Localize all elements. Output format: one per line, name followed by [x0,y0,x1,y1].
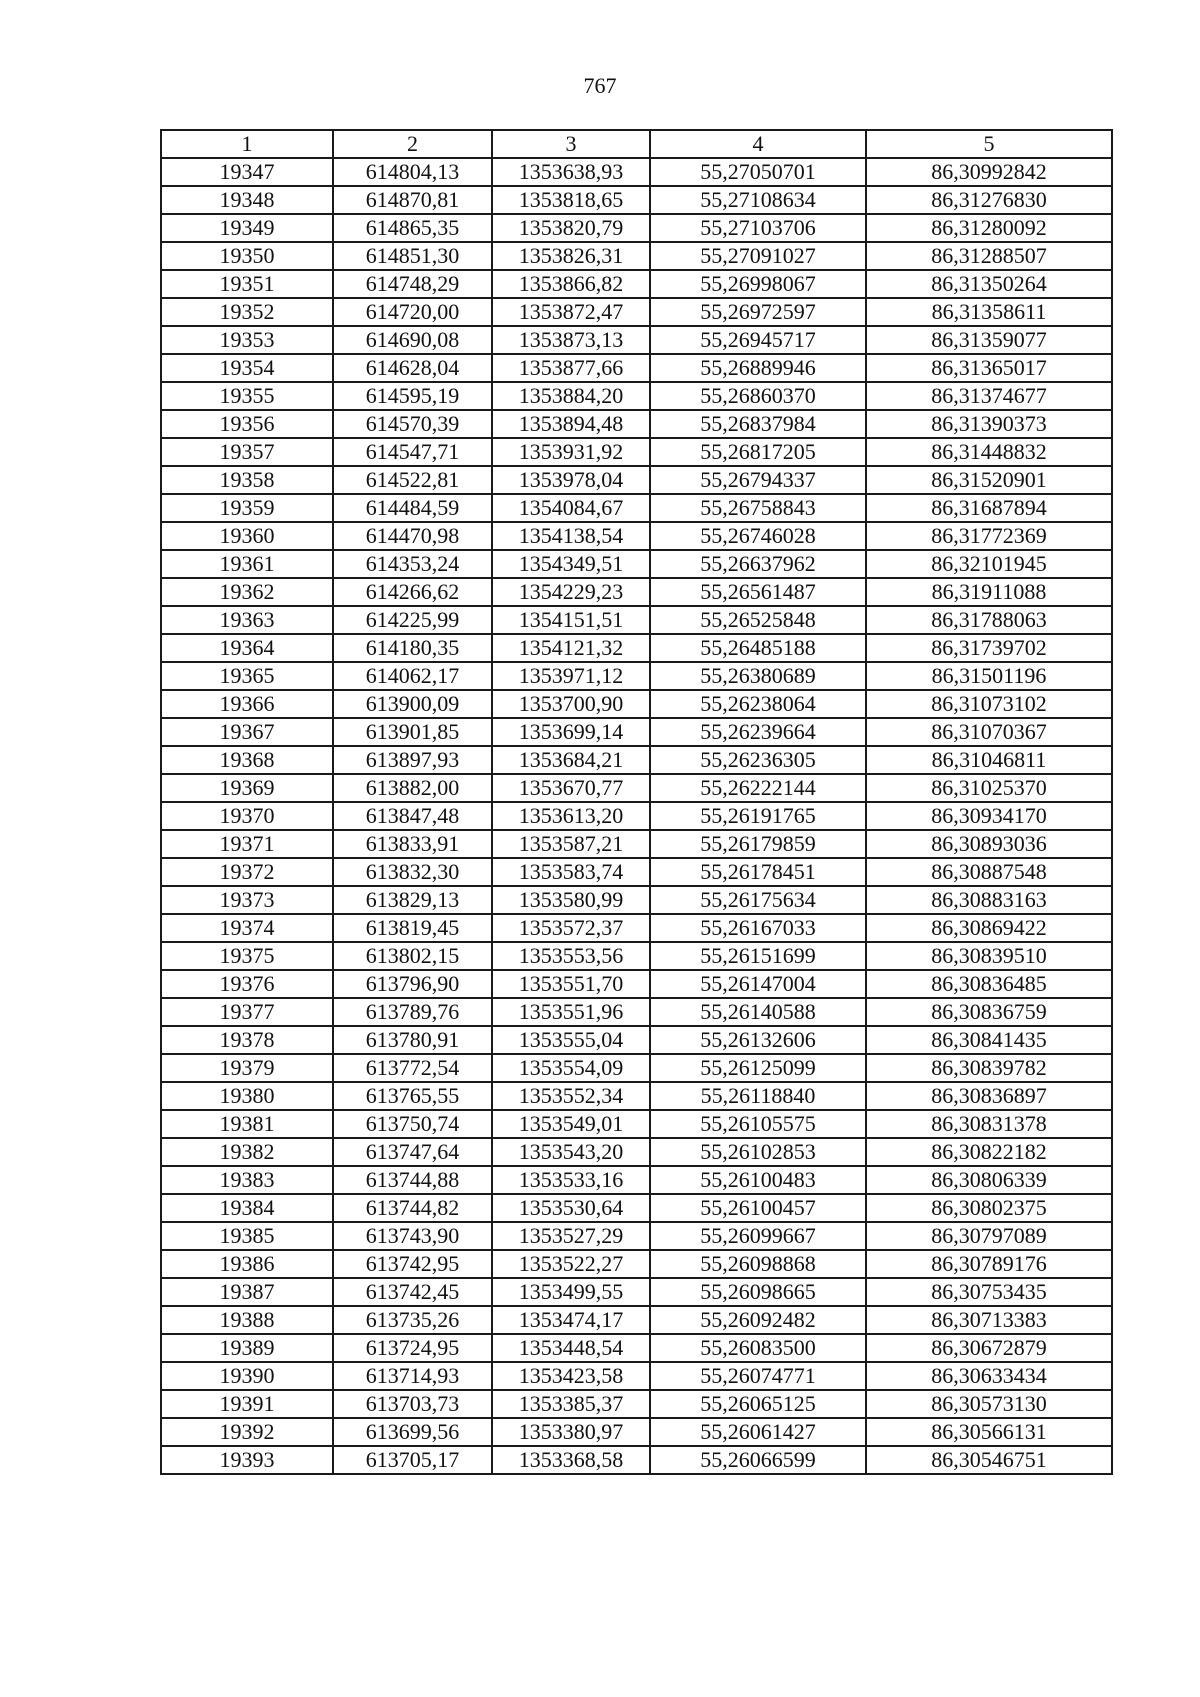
table-cell-col-4: 55,26637962 [650,550,866,578]
table-cell-col-3: 1353684,21 [492,746,650,774]
table-cell-col-1: 19366 [161,690,333,718]
table-cell-col-4: 55,26380689 [650,662,866,690]
table-cell-col-4: 55,26837984 [650,410,866,438]
table-cell-col-1: 19364 [161,634,333,662]
table-cell-col-4: 55,26099667 [650,1222,866,1250]
table-cell-col-3: 1354138,54 [492,522,650,550]
table-row [161,214,1112,242]
table-cell-col-2: 613901,85 [333,718,492,746]
table-cell-col-3: 1353543,20 [492,1138,650,1166]
table-cell-col-1: 19370 [161,802,333,830]
table-row [161,774,1112,802]
table-cell-col-2: 614470,98 [333,522,492,550]
table-cell-col-1: 19377 [161,998,333,1026]
table-cell-col-2: 613900,09 [333,690,492,718]
table-cell-col-1: 19386 [161,1250,333,1278]
table-cell-col-4: 55,26151699 [650,942,866,970]
table-cell-col-5: 86,31501196 [866,662,1112,690]
table-cell-col-1: 19371 [161,830,333,858]
table-cell-col-1: 19388 [161,1306,333,1334]
table-cell-col-5: 86,31288507 [866,242,1112,270]
table-cell-col-3: 1353613,20 [492,802,650,830]
table-cell-col-5: 86,30672879 [866,1334,1112,1362]
table-cell-col-1: 19351 [161,270,333,298]
table-cell-col-5: 86,30992842 [866,158,1112,186]
table-cell-col-1: 19390 [161,1362,333,1390]
table-row [161,1026,1112,1054]
table-cell-col-3: 1353866,82 [492,270,650,298]
table-cell-col-2: 614225,99 [333,606,492,634]
header-row [161,130,1112,158]
table-cell-col-2: 614851,30 [333,242,492,270]
table-cell-col-1: 19359 [161,494,333,522]
table-cell-col-2: 614180,35 [333,634,492,662]
table-cell-col-1: 19352 [161,298,333,326]
table-cell-col-1: 19387 [161,1278,333,1306]
table-cell-col-4: 55,26561487 [650,578,866,606]
table-cell-col-2: 613750,74 [333,1110,492,1138]
table-cell-col-4: 55,26239664 [650,718,866,746]
table-cell-col-4: 55,26092482 [650,1306,866,1334]
table-cell-col-4: 55,26147004 [650,970,866,998]
table-cell-col-3: 1353700,90 [492,690,650,718]
table-row [161,746,1112,774]
table-cell-col-3: 1354121,32 [492,634,650,662]
table-cell-col-4: 55,27108634 [650,186,866,214]
table-cell-col-3: 1353530,64 [492,1194,650,1222]
table-cell-col-4: 55,26889946 [650,354,866,382]
table-cell-col-3: 1353551,70 [492,970,650,998]
table-row [161,886,1112,914]
table-cell-col-5: 86,30797089 [866,1222,1112,1250]
table-cell-col-4: 55,26191765 [650,802,866,830]
table-row [161,942,1112,970]
table-cell-col-2: 614865,35 [333,214,492,242]
table-cell-col-1: 19360 [161,522,333,550]
table-row [161,1250,1112,1278]
table-row [161,1166,1112,1194]
table-cell-col-3: 1353820,79 [492,214,650,242]
table-cell-col-1: 19368 [161,746,333,774]
table-cell-col-3: 1353580,99 [492,886,650,914]
table-cell-col-5: 86,30887548 [866,858,1112,886]
table-cell-col-2: 613780,91 [333,1026,492,1054]
table-cell-col-4: 55,26065125 [650,1390,866,1418]
table-cell-col-5: 86,31520901 [866,466,1112,494]
table-cell-col-3: 1353554,09 [492,1054,650,1082]
table-cell-col-1: 19392 [161,1418,333,1446]
table-cell-col-5: 86,30839782 [866,1054,1112,1082]
table-cell-col-3: 1353552,34 [492,1082,650,1110]
table-row [161,914,1112,942]
coordinates-table [160,129,1113,1475]
table-cell-col-5: 86,30831378 [866,1110,1112,1138]
table-row [161,1054,1112,1082]
table-cell-col-1: 19384 [161,1194,333,1222]
table-row [161,718,1112,746]
table-cell-col-3: 1353499,55 [492,1278,650,1306]
table-cell-col-5: 86,31350264 [866,270,1112,298]
table-cell-col-1: 19350 [161,242,333,270]
table-cell-col-4: 55,26945717 [650,326,866,354]
table-row [161,242,1112,270]
table-cell-col-3: 1353818,65 [492,186,650,214]
column-header-1: 1 [161,130,333,158]
table-cell-col-4: 55,26100483 [650,1166,866,1194]
table-cell-col-2: 613743,90 [333,1222,492,1250]
table-cell-col-1: 19375 [161,942,333,970]
page-number: 767 [583,73,617,98]
table-cell-col-4: 55,27103706 [650,214,866,242]
table-cell-col-3: 1353549,01 [492,1110,650,1138]
table-cell-col-4: 55,26972597 [650,298,866,326]
table-cell-col-3: 1353978,04 [492,466,650,494]
table-cell-col-5: 86,31687894 [866,494,1112,522]
table-cell-col-4: 55,26102853 [650,1138,866,1166]
table-cell-col-5: 86,31276830 [866,186,1112,214]
table-cell-col-1: 19374 [161,914,333,942]
table-cell-col-4: 55,26817205 [650,438,866,466]
table-cell-col-3: 1353448,54 [492,1334,650,1362]
table-cell-col-2: 613847,48 [333,802,492,830]
table-cell-col-2: 613703,73 [333,1390,492,1418]
table-row [161,690,1112,718]
table-cell-col-3: 1354229,23 [492,578,650,606]
table-cell-col-1: 19369 [161,774,333,802]
table-cell-col-2: 613742,45 [333,1278,492,1306]
table-cell-col-2: 614720,00 [333,298,492,326]
table-row [161,1082,1112,1110]
table-cell-col-4: 55,26100457 [650,1194,866,1222]
table-cell-col-3: 1353877,66 [492,354,650,382]
table-row [161,1334,1112,1362]
table-cell-col-3: 1353699,14 [492,718,650,746]
table-cell-col-5: 86,30934170 [866,802,1112,830]
table-cell-col-2: 613699,56 [333,1418,492,1446]
table-cell-col-4: 55,26525848 [650,606,866,634]
table-cell-col-5: 86,31390373 [866,410,1112,438]
table-cell-col-1: 19348 [161,186,333,214]
table-cell-col-4: 55,26098665 [650,1278,866,1306]
table-cell-col-3: 1353522,27 [492,1250,650,1278]
table-cell-col-1: 19358 [161,466,333,494]
column-header-5: 5 [866,130,1112,158]
table-cell-col-2: 613735,26 [333,1306,492,1334]
table-cell-col-4: 55,26132606 [650,1026,866,1054]
table-row [161,1390,1112,1418]
table-cell-col-2: 613744,82 [333,1194,492,1222]
table-cell-col-4: 55,26074771 [650,1362,866,1390]
table-cell-col-3: 1353553,56 [492,942,650,970]
table-row [161,1418,1112,1446]
table-cell-col-1: 19391 [161,1390,333,1418]
table-cell-col-4: 55,26125099 [650,1054,866,1082]
table-cell-col-1: 19353 [161,326,333,354]
table-cell-col-5: 86,30806339 [866,1166,1112,1194]
table-cell-col-1: 19361 [161,550,333,578]
table-cell-col-5: 86,31365017 [866,354,1112,382]
table-cell-col-3: 1353533,16 [492,1166,650,1194]
table-cell-col-4: 55,27050701 [650,158,866,186]
table-cell-col-5: 86,31070367 [866,718,1112,746]
table-cell-col-3: 1353527,29 [492,1222,650,1250]
table-cell-col-1: 19363 [161,606,333,634]
table-row [161,1446,1112,1474]
table-row [161,662,1112,690]
table-cell-col-2: 614062,17 [333,662,492,690]
table-cell-col-5: 86,30839510 [866,942,1112,970]
table-row [161,970,1112,998]
table-cell-col-4: 55,26860370 [650,382,866,410]
table-cell-col-4: 55,26175634 [650,886,866,914]
table-cell-col-3: 1353555,04 [492,1026,650,1054]
table-cell-col-4: 55,26746028 [650,522,866,550]
table-cell-col-1: 19356 [161,410,333,438]
table-cell-col-2: 613882,00 [333,774,492,802]
table-row [161,158,1112,186]
table-body [161,158,1112,1474]
table-cell-col-3: 1354084,67 [492,494,650,522]
table-cell-col-3: 1354349,51 [492,550,650,578]
table-cell-col-5: 86,31911088 [866,578,1112,606]
table-row [161,494,1112,522]
table-cell-col-1: 19382 [161,1138,333,1166]
table-cell-col-4: 55,26140588 [650,998,866,1026]
table-cell-col-2: 614353,24 [333,550,492,578]
table-cell-col-4: 55,26083500 [650,1334,866,1362]
table-cell-col-1: 19376 [161,970,333,998]
table-row [161,186,1112,214]
table-row [161,1138,1112,1166]
table-cell-col-4: 55,26178451 [650,858,866,886]
table-cell-col-5: 86,30566131 [866,1418,1112,1446]
table-row [161,578,1112,606]
table-cell-col-3: 1353931,92 [492,438,650,466]
table-row [161,1222,1112,1250]
table-cell-col-5: 86,31073102 [866,690,1112,718]
table-cell-col-4: 55,26098868 [650,1250,866,1278]
table-row [161,1362,1112,1390]
table-cell-col-4: 55,26066599 [650,1446,866,1474]
table-cell-col-3: 1353385,37 [492,1390,650,1418]
table-cell-col-1: 19355 [161,382,333,410]
table-cell-col-5: 86,30573130 [866,1390,1112,1418]
table-cell-col-3: 1353884,20 [492,382,650,410]
table-row [161,830,1112,858]
table-cell-col-4: 55,26105575 [650,1110,866,1138]
table-cell-col-4: 55,26118840 [650,1082,866,1110]
table-cell-col-2: 613772,54 [333,1054,492,1082]
table-cell-col-2: 613832,30 [333,858,492,886]
table-cell-col-1: 19372 [161,858,333,886]
table-cell-col-4: 55,26485188 [650,634,866,662]
table-cell-col-4: 55,26238064 [650,690,866,718]
table-cell-col-1: 19354 [161,354,333,382]
column-header-4: 4 [650,130,866,158]
table-cell-col-5: 86,30753435 [866,1278,1112,1306]
table-row [161,438,1112,466]
table-header [161,130,1112,158]
table-cell-col-3: 1353638,93 [492,158,650,186]
table-row [161,522,1112,550]
table-cell-col-2: 613802,15 [333,942,492,970]
table-cell-col-2: 613742,95 [333,1250,492,1278]
table-cell-col-5: 86,30869422 [866,914,1112,942]
table-cell-col-4: 55,27091027 [650,242,866,270]
table-cell-col-3: 1353551,96 [492,998,650,1026]
table-cell-col-3: 1353572,37 [492,914,650,942]
table-cell-col-2: 613796,90 [333,970,492,998]
table-cell-col-5: 86,30883163 [866,886,1112,914]
table-cell-col-2: 613705,17 [333,1446,492,1474]
table-row [161,1306,1112,1334]
table-cell-col-1: 19357 [161,438,333,466]
table-cell-col-5: 86,31772369 [866,522,1112,550]
table-row [161,1110,1112,1138]
table-row [161,634,1112,662]
table-cell-col-2: 614547,71 [333,438,492,466]
table-cell-col-2: 613714,93 [333,1362,492,1390]
table-cell-col-3: 1353670,77 [492,774,650,802]
table-cell-col-1: 19389 [161,1334,333,1362]
table-cell-col-5: 86,30836759 [866,998,1112,1026]
table-cell-col-1: 19362 [161,578,333,606]
table-cell-col-3: 1353368,58 [492,1446,650,1474]
table-cell-col-5: 86,30633434 [866,1362,1112,1390]
table-cell-col-2: 613897,93 [333,746,492,774]
table-row [161,298,1112,326]
table-cell-col-4: 55,26222144 [650,774,866,802]
table-row [161,802,1112,830]
table-cell-col-5: 86,31358611 [866,298,1112,326]
table-cell-col-2: 613744,88 [333,1166,492,1194]
table-cell-col-2: 614484,59 [333,494,492,522]
table-cell-col-4: 55,26794337 [650,466,866,494]
table-cell-col-3: 1353423,58 [492,1362,650,1390]
table-cell-col-5: 86,30893036 [866,830,1112,858]
table-cell-col-3: 1353894,48 [492,410,650,438]
table-row [161,1194,1112,1222]
table-cell-col-1: 19385 [161,1222,333,1250]
table-row [161,354,1112,382]
table-cell-col-2: 613829,13 [333,886,492,914]
table-cell-col-3: 1353583,74 [492,858,650,886]
table-cell-col-5: 86,31448832 [866,438,1112,466]
table-cell-col-5: 86,30836897 [866,1082,1112,1110]
table-cell-col-2: 613789,76 [333,998,492,1026]
table-cell-col-5: 86,30836485 [866,970,1112,998]
table-cell-col-1: 19373 [161,886,333,914]
table-row [161,326,1112,354]
table-cell-col-5: 86,30713383 [866,1306,1112,1334]
table-cell-col-1: 19378 [161,1026,333,1054]
table-cell-col-1: 19379 [161,1054,333,1082]
table-cell-col-2: 614690,08 [333,326,492,354]
table-cell-col-2: 613724,95 [333,1334,492,1362]
table-cell-col-2: 614595,19 [333,382,492,410]
table-row [161,858,1112,886]
table-cell-col-2: 614628,04 [333,354,492,382]
table-row [161,550,1112,578]
table-cell-col-4: 55,26998067 [650,270,866,298]
table-cell-col-5: 86,31739702 [866,634,1112,662]
table-cell-col-1: 19365 [161,662,333,690]
table-cell-col-5: 86,30789176 [866,1250,1112,1278]
table-cell-col-4: 55,26236305 [650,746,866,774]
table-cell-col-2: 613765,55 [333,1082,492,1110]
table-cell-col-4: 55,26061427 [650,1418,866,1446]
table-cell-col-3: 1353826,31 [492,242,650,270]
table-row [161,606,1112,634]
table-row [161,410,1112,438]
table-row [161,382,1112,410]
table-row [161,1278,1112,1306]
table-cell-col-5: 86,31359077 [866,326,1112,354]
table-cell-col-2: 613819,45 [333,914,492,942]
table-cell-col-4: 55,26758843 [650,494,866,522]
table-cell-col-2: 613833,91 [333,830,492,858]
table-cell-col-5: 86,30546751 [866,1446,1112,1474]
table-cell-col-5: 86,31280092 [866,214,1112,242]
table-cell-col-2: 613747,64 [333,1138,492,1166]
table-cell-col-1: 19347 [161,158,333,186]
table-cell-col-3: 1353380,97 [492,1418,650,1446]
table-cell-col-5: 86,30841435 [866,1026,1112,1054]
table-cell-col-1: 19383 [161,1166,333,1194]
table-cell-col-1: 19380 [161,1082,333,1110]
table-cell-col-3: 1354151,51 [492,606,650,634]
table-cell-col-2: 614748,29 [333,270,492,298]
table-cell-col-2: 614570,39 [333,410,492,438]
table-cell-col-3: 1353474,17 [492,1306,650,1334]
table-cell-col-5: 86,31046811 [866,746,1112,774]
table-cell-col-3: 1353587,21 [492,830,650,858]
table-cell-col-1: 19367 [161,718,333,746]
table-row [161,998,1112,1026]
table-cell-col-5: 86,30822182 [866,1138,1112,1166]
table-cell-col-2: 614870,81 [333,186,492,214]
column-header-3: 3 [492,130,650,158]
table-cell-col-5: 86,32101945 [866,550,1112,578]
table-cell-col-1: 19393 [161,1446,333,1474]
table-cell-col-5: 86,31788063 [866,606,1112,634]
table-row [161,270,1112,298]
column-header-2: 2 [333,130,492,158]
table-row [161,466,1112,494]
table-cell-col-2: 614522,81 [333,466,492,494]
table-cell-col-4: 55,26167033 [650,914,866,942]
table-cell-col-2: 614804,13 [333,158,492,186]
table-cell-col-1: 19381 [161,1110,333,1138]
table-cell-col-5: 86,30802375 [866,1194,1112,1222]
table-cell-col-5: 86,31374677 [866,382,1112,410]
table-cell-col-4: 55,26179859 [650,830,866,858]
table-cell-col-3: 1353971,12 [492,662,650,690]
table-cell-col-3: 1353872,47 [492,298,650,326]
table-cell-col-3: 1353873,13 [492,326,650,354]
table-cell-col-5: 86,31025370 [866,774,1112,802]
table-cell-col-1: 19349 [161,214,333,242]
table-cell-col-2: 614266,62 [333,578,492,606]
